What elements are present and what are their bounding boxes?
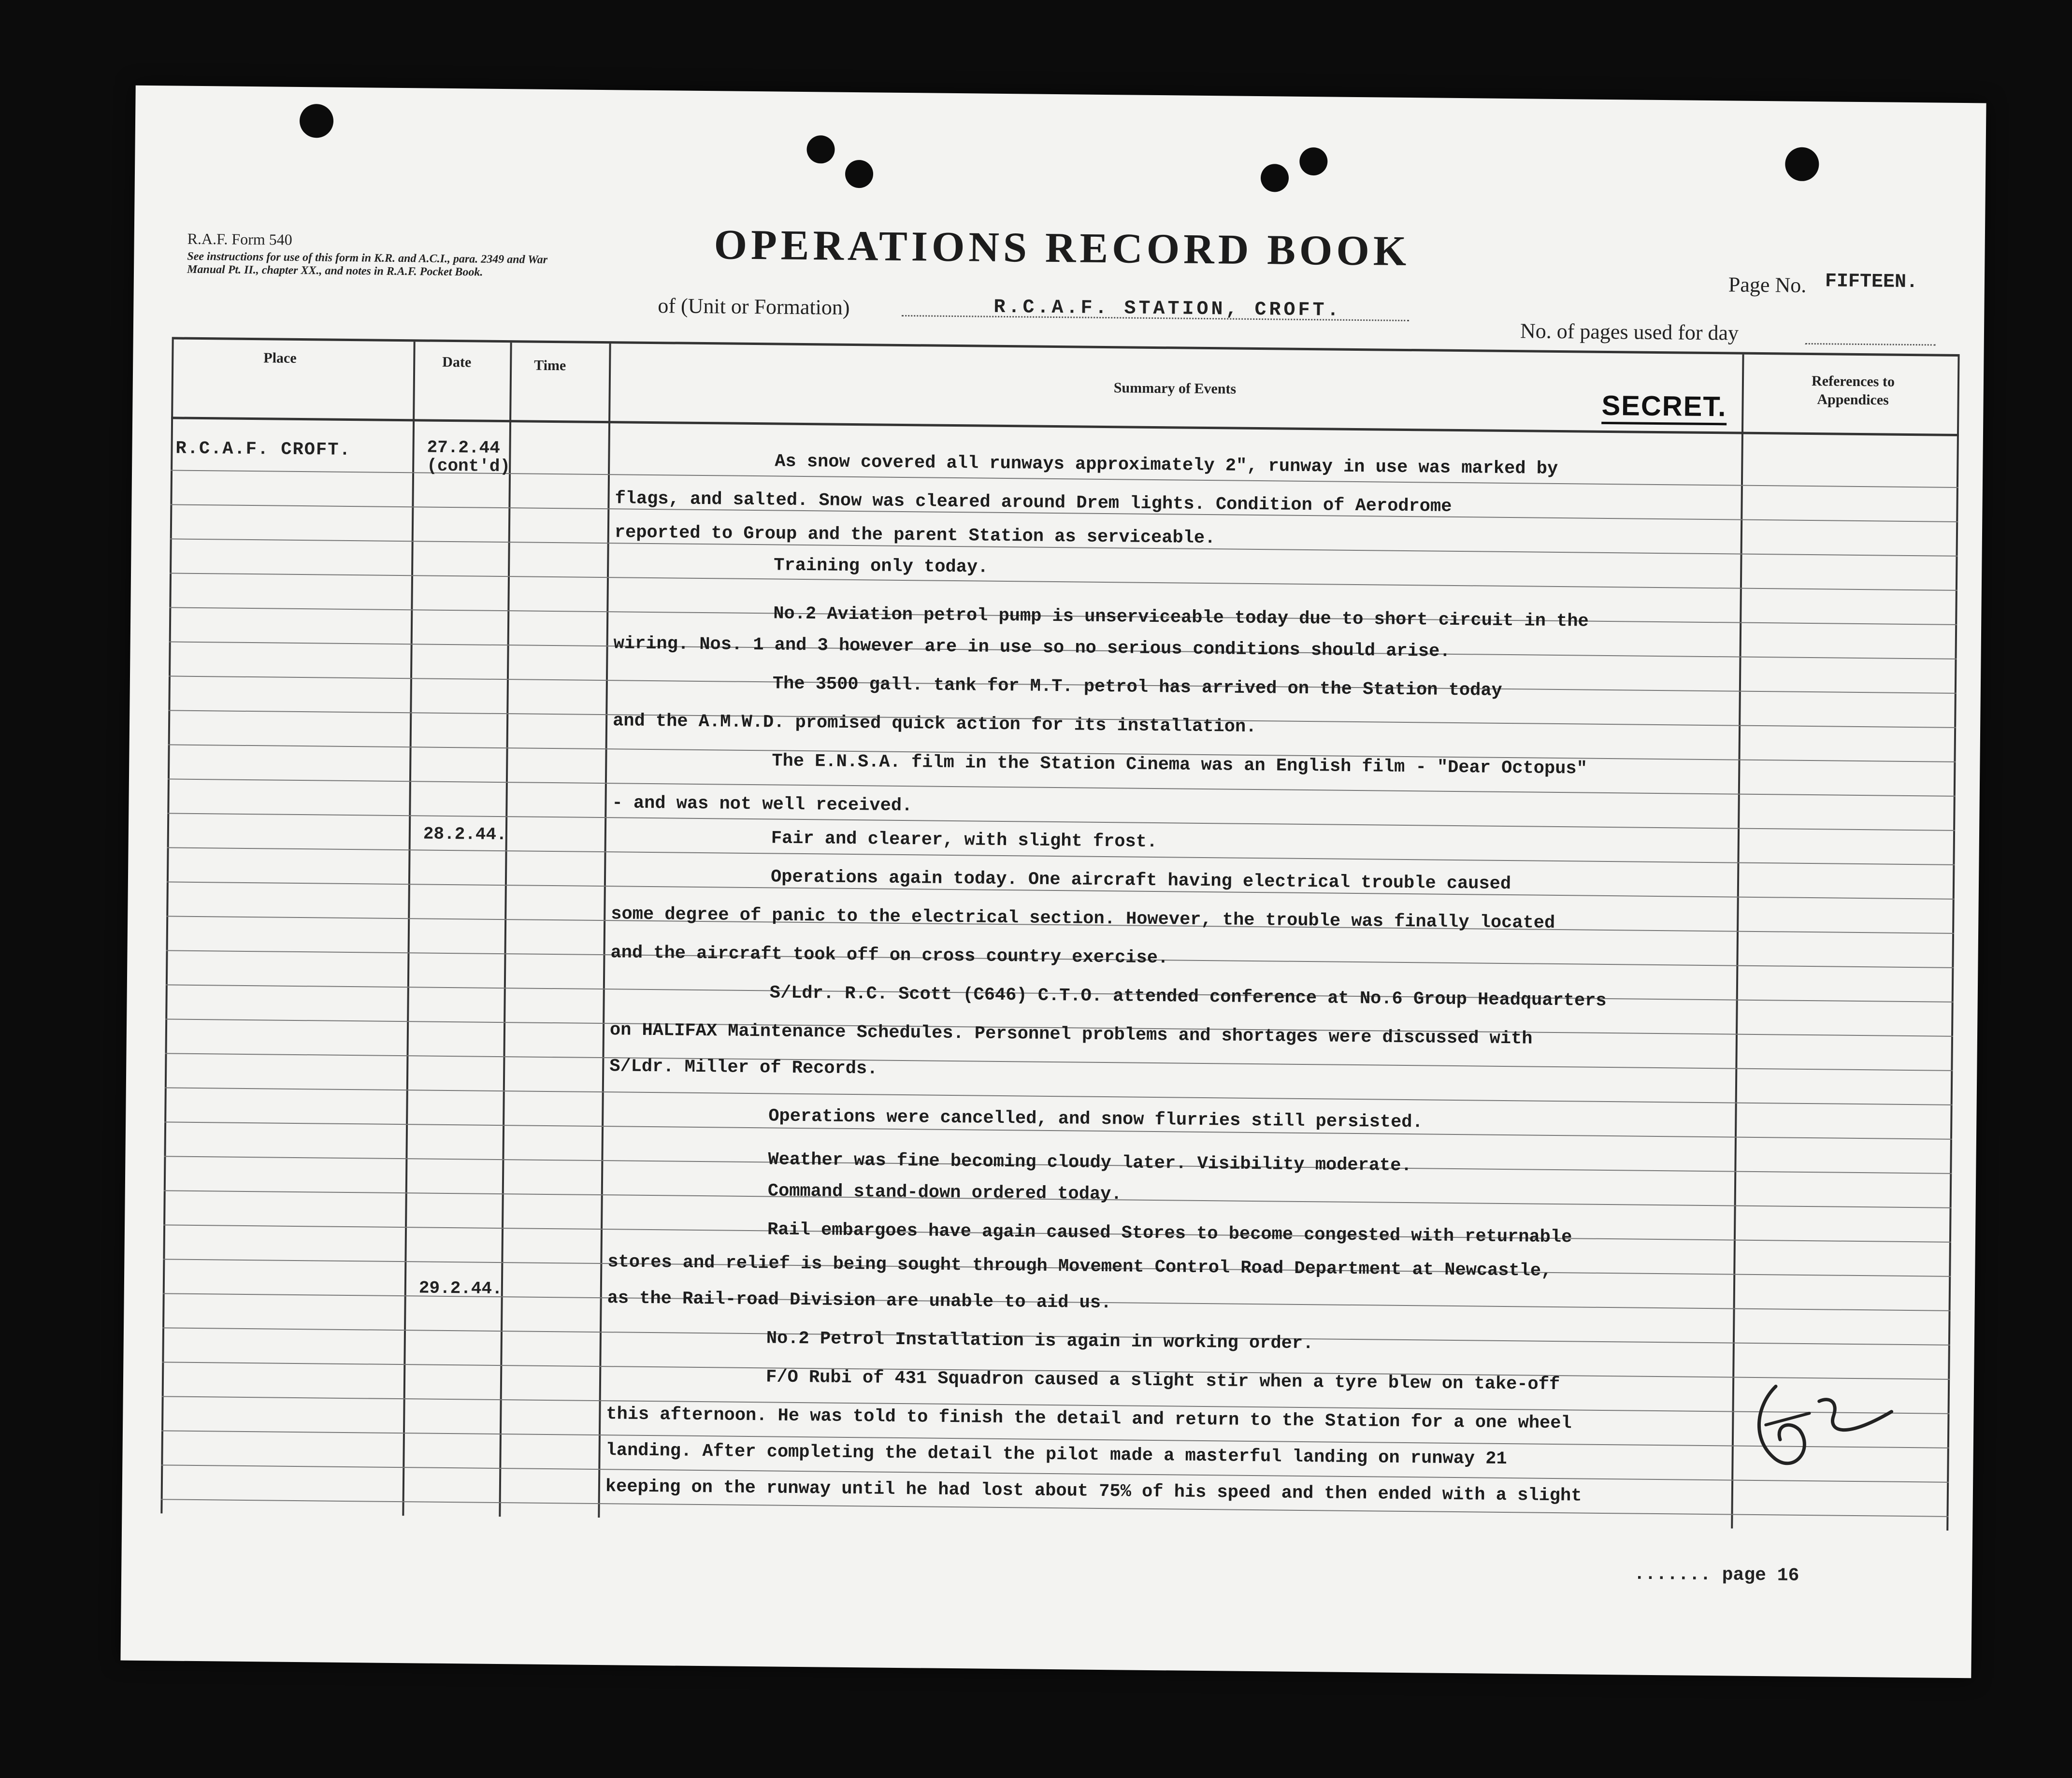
column-header-place: Place xyxy=(263,350,297,366)
summary-line: Command stand-down ordered today. xyxy=(767,1181,1122,1205)
summary-line: Training only today. xyxy=(774,555,989,578)
pages-per-day-label: No. of pages used for day xyxy=(1520,319,1739,345)
summary-line: Operations were cancelled, and snow flurries still persisted. xyxy=(768,1106,1423,1133)
page-number-label: Page No. xyxy=(1728,272,1807,297)
classification-stamp: SECRET. xyxy=(1601,389,1727,425)
summary-line: some degree of panic to the electrical section. However, the trouble was finally located xyxy=(611,904,1555,933)
ruled-line xyxy=(161,1499,1949,1517)
column-rule xyxy=(160,339,173,1513)
summary-line: S/Ldr. R.C. Scott (C646) C.T.O. attended conference at No.6 Group Headquarters xyxy=(769,983,1607,1011)
summary-line: The E.N.S.A. film in the Station Cinema was an English film - "Dear Octopus" xyxy=(772,751,1587,779)
punch-hole xyxy=(1261,164,1289,192)
column-rule xyxy=(499,343,512,1517)
page-title: OPERATIONS RECORD BOOK xyxy=(714,221,1410,275)
summary-line: As snow covered all runways approximately 2", runway in use was marked by xyxy=(775,451,1558,479)
punch-hole xyxy=(1785,147,1819,181)
column-header-date: Date xyxy=(442,354,472,371)
summary-line: as the Rail-road Division are unable to aid us. xyxy=(607,1288,1112,1314)
summary-line: Operations again today. One aircraft having electrical trouble caused xyxy=(770,867,1511,895)
summary-line: on HALIFAX Maintenance Schedules. Personnel problems and shortages were discussed with xyxy=(609,1020,1533,1049)
ruled-line xyxy=(168,778,1956,797)
summary-line: No.2 Petrol Installation is again in working order. xyxy=(766,1328,1314,1354)
punch-hole xyxy=(300,104,334,138)
column-header-summary: Summary of Events xyxy=(1113,380,1237,397)
summary-line: stores and relief is being sought through Movement Control Road Department at Newcastle, xyxy=(607,1252,1552,1281)
column-header-references: References to Appendices xyxy=(1811,373,1895,408)
unit-value: R.C.A.F. STATION, CROFT. xyxy=(993,296,1342,322)
record-table xyxy=(160,337,1959,1530)
form-number: R.A.F. Form 540 xyxy=(187,229,292,248)
page-number-value: FIFTEEN. xyxy=(1825,271,1918,294)
punch-hole xyxy=(806,135,835,164)
punch-hole xyxy=(845,160,874,188)
summary-line: landing. After completing the detail the pilot made a masterful landing on runway 21 xyxy=(605,1440,1507,1470)
summary-line: Weather was fine becoming cloudy later. Visibility moderate. xyxy=(768,1149,1412,1176)
ruled-line xyxy=(165,1087,1953,1105)
summary-line: The 3500 gall. tank for M.T. petrol has arrived on the Station today xyxy=(772,674,1502,701)
summary-line: - and was not well received. xyxy=(612,793,913,817)
summary-line: and the aircraft took off on cross country exercise. xyxy=(610,943,1169,969)
form-instructions: See instructions for use of this form in K.R. and A.C.I., para. 2349 and War Manual Pt. II., chapter XX., and notes in R.A.F. Pocket Book. xyxy=(187,250,548,279)
date-cell: 29.2.44. xyxy=(418,1278,503,1299)
column-rule xyxy=(1946,357,1959,1531)
pages-per-day-dotted-line xyxy=(1805,343,1936,346)
summary-line: reported to Group and the parent Station as serviceable. xyxy=(614,522,1216,549)
summary-line: keeping on the runway until he had lost about 75% of his speed and then ended with a slight xyxy=(605,1477,1582,1506)
column-header-time: Time xyxy=(534,357,566,374)
summary-line: No.2 Aviation petrol pump is unserviceable today due to short circuit in the xyxy=(773,603,1589,632)
summary-line: wiring. Nos. 1 and 3 however are in use so no serious conditions should arise. xyxy=(613,633,1451,662)
continuation-note: ....... page 16 xyxy=(1634,1563,1799,1586)
ruled-line xyxy=(161,1464,1949,1483)
date-cell: 28.2.44. xyxy=(423,824,507,845)
summary-line: S/Ldr. Miller of Records. xyxy=(609,1056,878,1079)
date-cell: 27.2.44 (cont'd) xyxy=(427,437,511,477)
summary-line: flags, and salted. Snow was cleared around Drem lights. Condition of Aerodrome xyxy=(615,488,1452,517)
summary-line: Rail embargoes have again caused Stores to become congested with returnable xyxy=(767,1219,1572,1248)
handwritten-initials xyxy=(1746,1367,1911,1484)
column-rule xyxy=(1731,355,1744,1529)
summary-line: Fair and clearer, with slight frost. xyxy=(771,828,1158,853)
unit-label: of (Unit or Formation) xyxy=(658,294,850,319)
punch-hole xyxy=(1299,147,1328,176)
place-cell: R.C.A.F. CROFT. xyxy=(175,438,351,461)
ruled-line xyxy=(165,1053,1953,1071)
summary-line: this afternoon. He was told to finish the detail and return to the Station for a one wheel xyxy=(606,1404,1572,1434)
column-rule xyxy=(402,342,415,1516)
summary-line: and the A.M.W.D. promised quick action for its installation. xyxy=(612,711,1257,738)
summary-line: F/O Rubi of 431 Squadron caused a slight stir when a tyre blew on take-off xyxy=(765,1367,1560,1395)
record-sheet xyxy=(120,86,1986,1678)
ruled-line xyxy=(170,573,1957,591)
column-rule xyxy=(598,344,611,1518)
